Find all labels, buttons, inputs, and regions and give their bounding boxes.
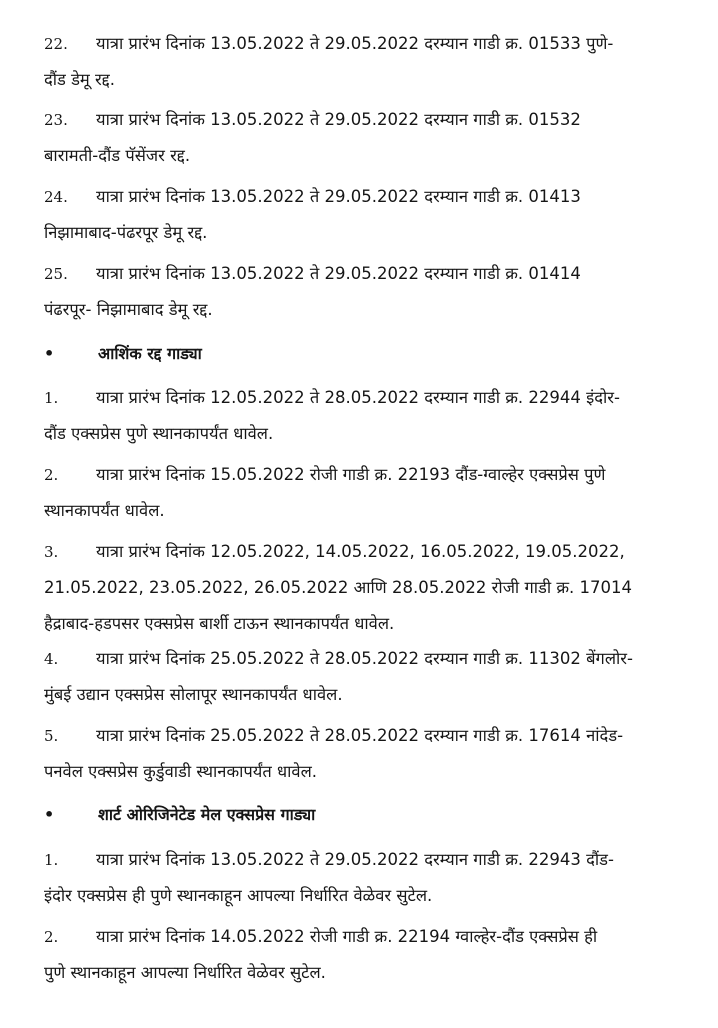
item-line [44, 102, 698, 138]
item-line [44, 534, 698, 570]
item-number: 1. [44, 389, 59, 407]
item-text: यात्रा प्रारंभ दिनांक 13.05.2022 ते 29.05.2022 दरम्यान गाडी क्र. 01533 पुणे- [96, 34, 614, 53]
cancelled-item-25 [44, 256, 698, 328]
bullet: • [44, 344, 55, 363]
item-text: यात्रा प्रारंभ दिनांक 14.05.2022 रोजी गाडी क्र. 22194 ग्वाल्हेर-दौंड एक्सप्रेस ही [96, 927, 598, 946]
cancelled-item-22 [44, 26, 698, 98]
item-number: 1. [44, 851, 59, 869]
item-text: पनवेल एक्सप्रेस कुर्डुवाडी स्थानकापर्यंत धावेल. [44, 762, 318, 781]
cancelled-item-23 [44, 102, 698, 174]
item-text: हैद्राबाद-हडपसर एक्सप्रेस बार्शी टाऊन स्थानकापर्यंत धावेल. [44, 614, 395, 633]
item-line [44, 380, 698, 416]
item-line [44, 641, 698, 677]
partial-item-3 [44, 534, 698, 642]
item-text: यात्रा प्रारंभ दिनांक 15.05.2022 रोजी गाडी क्र. 22193 दौंड-ग्वाल्हेर एक्सप्रेस पुणे [96, 465, 606, 484]
partial-item-5 [44, 718, 698, 790]
item-text: पंढरपूर- निझामाबाद डेमू रद्द. [44, 300, 213, 319]
item-number: 25. [44, 265, 68, 283]
item-text: यात्रा प्रारंभ दिनांक 25.05.2022 ते 28.05.2022 दरम्यान गाडी क्र. 11302 बेंगलोर- [96, 649, 633, 668]
item-text: यात्रा प्रारंभ दिनांक 25.05.2022 ते 28.05.2022 दरम्यान गाडी क्र. 17614 नांदेड- [96, 726, 624, 745]
item-text: यात्रा प्रारंभ दिनांक 13.05.2022 ते 29.05.2022 दरम्यान गाडी क्र. 01414 [96, 264, 581, 283]
item-text: यात्रा प्रारंभ दिनांक 13.05.2022 ते 29.05.2022 दरम्यान गाडी क्र. 01532 [96, 110, 581, 129]
item-number: 3. [44, 543, 59, 561]
section-heading-partial [44, 336, 202, 372]
item-text: यात्रा प्रारंभ दिनांक 12.05.2022 ते 28.05.2022 दरम्यान गाडी क्र. 22944 इंदोर- [96, 388, 620, 407]
item-text: मुंबई उद्यान एक्सप्रेस सोलापूर स्थानकापर्यंत धावेल. [44, 685, 343, 704]
item-text: स्थानकापर्यंत धावेल. [44, 501, 165, 520]
item-line [44, 256, 698, 292]
item-text: यात्रा प्रारंभ दिनांक 13.05.2022 ते 29.05.2022 दरम्यान गाडी क्र. 22943 दौंड- [96, 850, 614, 869]
item-line [44, 842, 698, 878]
short-originated-item-1 [44, 842, 698, 914]
item-text: निझामाबाद-पंढरपूर डेमू रद्द. [44, 223, 208, 242]
item-number: 22. [44, 35, 68, 53]
item-line [44, 26, 698, 62]
item-text: यात्रा प्रारंभ दिनांक 12.05.2022, 14.05.2022, 16.05.2022, 19.05.2022, [96, 542, 625, 561]
partial-item-1 [44, 380, 698, 452]
item-text: यात्रा प्रारंभ दिनांक 13.05.2022 ते 29.05.2022 दरम्यान गाडी क्र. 01413 [96, 187, 581, 206]
item-line [44, 457, 698, 493]
item-line [44, 179, 698, 215]
item-number: 4. [44, 650, 59, 668]
item-text: इंदोर एक्सप्रेस ही पुणे स्थानकाहून आपल्या निर्धारित वेळेवर सुटेल. [44, 886, 433, 905]
section-heading-short-originated [44, 797, 315, 833]
item-number: 23. [44, 111, 68, 129]
item-text: दौंड डेमू रद्द. [44, 70, 116, 89]
item-number: 24. [44, 188, 68, 206]
short-originated-item-2 [44, 919, 698, 991]
heading-text: आशिंक रद्द गाड्या [98, 344, 202, 363]
item-number: 2. [44, 466, 59, 484]
cancelled-item-24 [44, 179, 698, 251]
item-number: 2. [44, 928, 59, 946]
item-number: 5. [44, 727, 59, 745]
item-line [44, 919, 698, 955]
partial-item-2 [44, 457, 698, 529]
item-text: बारामती-दौंड पॅसेंजर रद्द. [44, 146, 191, 165]
bullet: • [44, 805, 55, 824]
partial-item-4 [44, 641, 698, 713]
item-text: 21.05.2022, 23.05.2022, 26.05.2022 आणि 28.05.2022 रोजी गाडी क्र. 17014 [44, 578, 633, 597]
heading-text: शार्ट ओरिजिनेटेड मेल एक्सप्रेस गाड्या [98, 805, 316, 824]
item-line [44, 718, 698, 754]
item-text: पुणे स्थानकाहून आपल्या निर्धारित वेळेवर सुटेल. [44, 963, 326, 982]
item-text: दौंड एक्सप्रेस पुणे स्थानकापर्यंत धावेल. [44, 424, 274, 443]
